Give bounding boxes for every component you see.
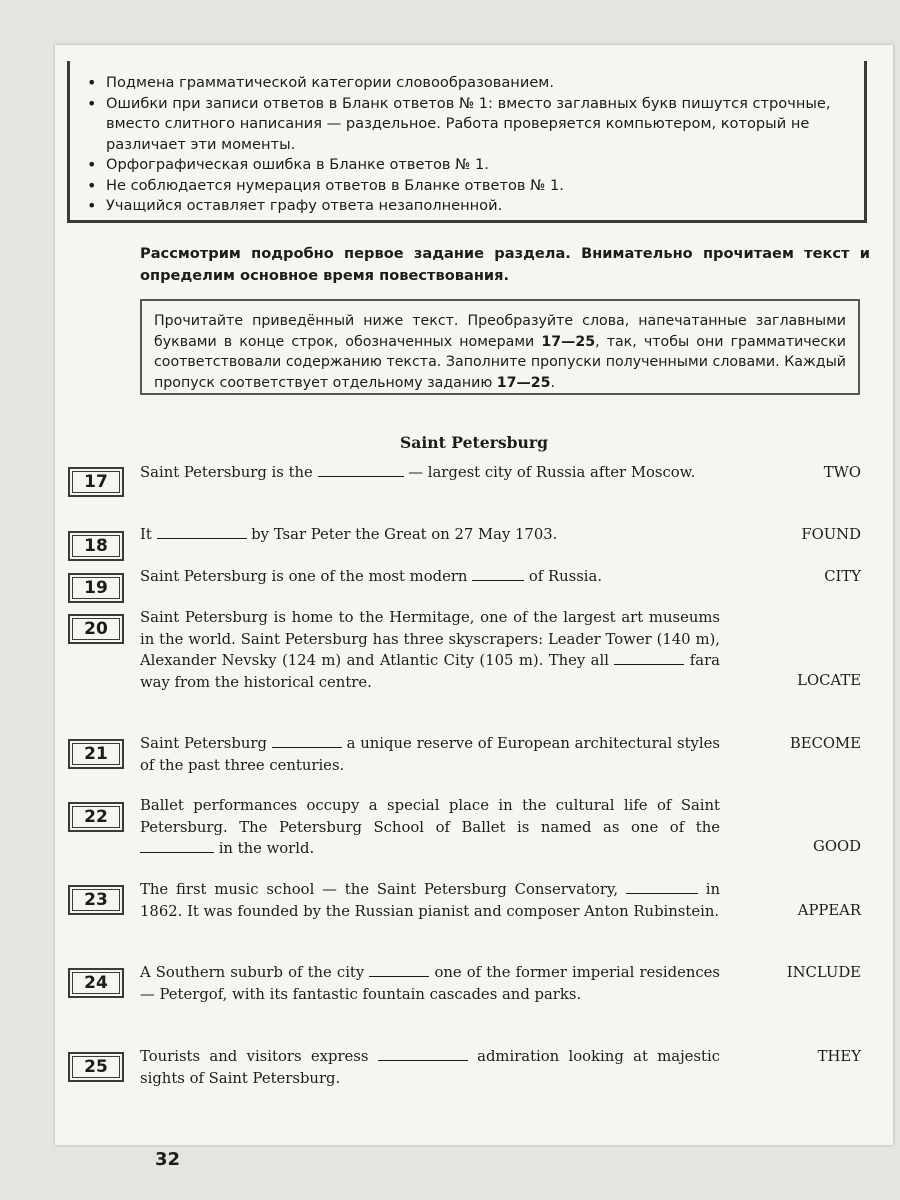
item-text <box>140 733 720 776</box>
answer-blank[interactable] <box>626 881 698 894</box>
item-text-after: fara way from the historical centre. <box>140 652 720 691</box>
item-text <box>140 879 720 922</box>
item-text-after: by Tsar Peter the Great on 27 May 1703. <box>246 526 558 543</box>
item-number-box: 21 <box>68 739 124 769</box>
item-text-after: of Russia. <box>524 568 603 585</box>
page-number: 32 <box>155 1149 181 1170</box>
item-text-after: in the world. <box>214 840 315 857</box>
answer-blank[interactable] <box>272 735 342 748</box>
item-keyword: GOOD <box>813 838 861 855</box>
item-text-after: a unique reserve of European architectural styles of the past three centuries. <box>140 735 720 774</box>
item-number-box: 17 <box>68 467 124 497</box>
item-text-after: one of the former imperial residences — Petergof, with its fantastic fountain cascades and parks. <box>140 964 720 1003</box>
item-text-after: in 1862. It was founded by the Russian pianist and composer Anton Rubinstein. <box>140 881 721 920</box>
textbook-page <box>55 45 893 1170</box>
answer-blank[interactable] <box>369 964 429 977</box>
item-text <box>140 566 720 588</box>
item-keyword: APPEAR <box>797 902 861 919</box>
task-instructions-box <box>140 299 860 395</box>
task-text: . <box>550 374 555 391</box>
task-range: 17—25 <box>541 333 596 350</box>
item-number-box: 20 <box>68 614 124 644</box>
task-range: 17—25 <box>496 374 551 391</box>
item-text <box>140 1046 720 1089</box>
item-keyword: INCLUDE <box>786 964 861 981</box>
answer-blank[interactable] <box>614 652 684 665</box>
item-text-before: Saint Petersburg <box>140 735 272 752</box>
item-text-before: Tourists and visitors express <box>140 1048 378 1065</box>
item-keyword: TWO <box>823 464 861 481</box>
answer-blank[interactable] <box>378 1048 468 1061</box>
error-list-item: • Не соблюдается нумерация ответов в Бланке ответов № 1. <box>80 176 848 197</box>
item-number-box: 25 <box>68 1052 124 1082</box>
item-text-after: — largest city of Russia after Moscow. <box>403 464 696 481</box>
item-text-before: A Southern suburb of the city <box>140 964 370 981</box>
answer-blank[interactable] <box>472 568 524 581</box>
item-text <box>140 607 720 693</box>
text-title: Saint Petersburg <box>400 433 548 452</box>
item-text-before: The first music school — the Saint Petersburg Conservatory, <box>140 881 626 898</box>
task-text: , так, чтобы они грамматически соответствовали содержанию текста. Заполните пропуски полученными словами. Каждый пропуск соответствует отдельному заданию <box>154 333 847 391</box>
item-number-box: 24 <box>68 968 124 998</box>
item-text <box>140 795 720 860</box>
item-keyword: THEY <box>817 1048 861 1065</box>
item-number-box: 19 <box>68 573 124 603</box>
item-text <box>140 462 720 484</box>
answer-blank[interactable] <box>140 840 214 853</box>
item-keyword: LOCATE <box>797 672 861 689</box>
error-list-item: • Орфографическая ошибка в Бланке ответов № 1. <box>80 155 848 176</box>
item-text <box>140 524 720 546</box>
item-text-before: Saint Petersburg is home to the Hermitage, one of the largest art museums in the world. Saint Petersburg has three skyscrapers: Leader Tower (140 m), Alexander Nevsky (124 m) and Atlantic City (105 m). They all <box>140 609 720 669</box>
error-list-box <box>67 61 867 223</box>
error-list-item: • Ошибки при записи ответов в Бланк ответов № 1: вместо заглавных букв пишутся строчные, вместо слитного написания — раздельное. Работа проверяется компьютером, который не различает эти моменты. <box>80 94 848 156</box>
error-list-item: • Учащийся оставляет графу ответа незаполненной. <box>80 196 848 217</box>
item-text-before: Saint Petersburg is the <box>140 464 318 481</box>
error-list <box>80 73 848 217</box>
item-text-before: It <box>140 526 157 543</box>
item-text <box>140 962 720 1005</box>
item-text-after: admiration looking at majestic sights of Saint Petersburg. <box>140 1048 720 1087</box>
answer-blank[interactable] <box>318 464 404 477</box>
intro-paragraph: Рассмотрим подробно первое задание раздела. Внимательно прочитаем текст и определим основное время повествования. <box>140 245 870 284</box>
item-number-box: 22 <box>68 802 124 832</box>
item-keyword: CITY <box>824 568 861 585</box>
item-text-before: Saint Petersburg is one of the most modern <box>140 568 473 585</box>
item-keyword: BECOME <box>789 735 861 752</box>
item-keyword: FOUND <box>801 526 861 543</box>
item-number-box: 23 <box>68 885 124 915</box>
item-number-box: 18 <box>68 531 124 561</box>
answer-blank[interactable] <box>157 526 247 539</box>
task-text: Прочитайте приведённый ниже текст. Преобразуйте слова, напечатанные заглавными буквами в конце строк, обозначенных номерами <box>154 313 846 350</box>
error-list-item: • Подмена грамматической категории словообразованием. <box>80 73 848 94</box>
item-text-before: Ballet performances occupy a special place in the cultural life of Saint Petersburg. The Petersburg School of Ballet is named as one of the <box>140 797 720 836</box>
